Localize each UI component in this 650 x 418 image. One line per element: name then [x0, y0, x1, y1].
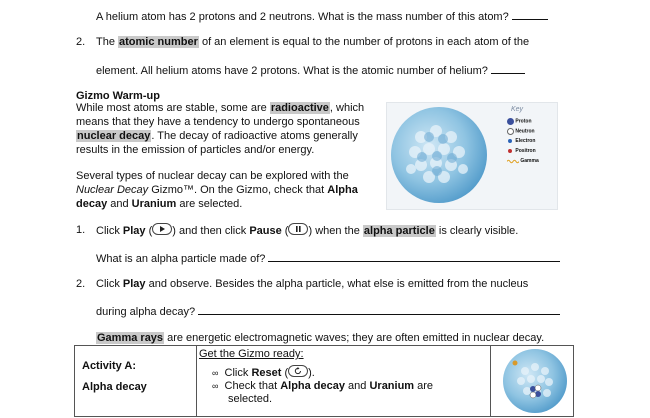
positron-icon [508, 149, 512, 153]
question-mass-number [96, 9, 548, 24]
question-2-line2: element. All helium atoms have 2 protons. What is the atomic number of helium? [96, 63, 525, 78]
step-1-text: Click Play ( ) and then click Pause ( ) when the alpha particle is clearly visible. [96, 225, 519, 237]
step-1-question: What is an alpha particle made of? [96, 251, 560, 266]
key-legend [507, 118, 539, 168]
warmup-paragraph-1: While most atoms are stable, some are radioactive, which means that they have a tendency to undergo spontaneous nuclear decay. The decay of radioactive atoms generally results in the emission of particles and/or energy. [76, 102, 365, 156]
bullet-check-line2: selected. [228, 393, 273, 405]
key-item-electron: Electron [507, 138, 539, 148]
table-divider [196, 346, 197, 416]
answer-line[interactable] [198, 304, 560, 315]
answer-line[interactable] [268, 251, 560, 262]
step-2-number: 2. [76, 278, 86, 290]
gizmo-screenshot [386, 102, 558, 210]
question-2-number: 2. [76, 36, 86, 48]
gamma-rays-note: Gamma rays are energetic electromagnetic waves; they are often emitted in nuclear decay. [97, 332, 545, 344]
gamma-wave-icon [507, 159, 519, 164]
warmup-paragraph-2: Several types of nuclear decay can be explored with the Nuclear Decay Gizmo™. On the Gizmo, check that Alpha decay and Uranium are selected. [76, 170, 358, 210]
highlight-term: atomic number [119, 36, 198, 48]
step-1-number: 1. [76, 224, 86, 236]
activity-table [74, 345, 574, 417]
nucleus-image [391, 107, 487, 203]
pause-button-icon[interactable] [288, 223, 308, 235]
key-item-gamma: Gamma [507, 158, 539, 168]
key-item-neutron: Neutron [507, 128, 539, 138]
section-title: Gizmo Warm-up [76, 90, 160, 102]
highlight-term: radioactive [270, 102, 329, 114]
question-2-line1: The atomic number of an element is equal to the number of protons in each atom of the [96, 36, 530, 48]
reset-button-icon[interactable] [288, 365, 308, 377]
nucleus-icon [503, 349, 567, 413]
answer-blank[interactable] [512, 9, 548, 20]
activity-label: Activity A: [82, 360, 136, 372]
highlight-term: Gamma rays [97, 332, 164, 344]
play-button-icon[interactable] [152, 223, 172, 235]
activity-name: Alpha decay [82, 381, 147, 393]
answer-blank[interactable] [491, 63, 525, 74]
get-ready-heading: Get the Gizmo ready: [199, 348, 304, 360]
highlight-term: nuclear decay [77, 130, 151, 142]
bullet-reset: ∞ Click Reset ( ). [212, 367, 315, 379]
key-title: Key [511, 106, 524, 113]
key-item-proton: Proton [507, 118, 539, 128]
highlight-term: alpha particle [363, 225, 435, 237]
table-divider [490, 346, 491, 416]
activity-gizmo-image [503, 349, 567, 413]
bullet-check: ∞ Check that Alpha decay and Uranium are [212, 380, 434, 392]
step-2-text: Click Play and observe. Besides the alpha particle, what else is emitted from the nucleus [96, 278, 529, 290]
electron-icon [508, 139, 512, 143]
proton-icon [507, 118, 514, 125]
key-item-positron: Positron [507, 148, 539, 158]
nucleus-icon [391, 107, 487, 203]
question-text: A helium atom has 2 protons and 2 neutrons. What is the mass number of this atom? [96, 11, 509, 23]
step-2-question: during alpha decay? [96, 304, 560, 319]
neutron-icon [507, 128, 514, 135]
